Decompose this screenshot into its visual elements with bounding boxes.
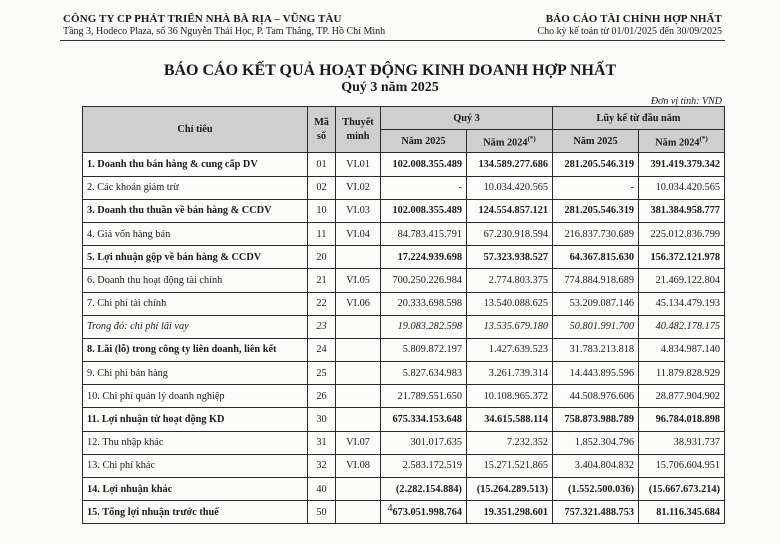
report-type: BÁO CÁO TÀI CHÍNH HỢP NHẤT [545, 13, 722, 25]
cell-q3-2024: 13.535.679.180 [467, 315, 553, 338]
row-indicator: 1. Doanh thu bán hàng & cung cấp DV [83, 153, 308, 176]
header-q3-2024: Năm 2024(*) [467, 130, 553, 153]
row-indicator: 15. Tổng lợi nhuận trước thuế [83, 501, 308, 524]
row-note [336, 478, 381, 501]
cell-ytd-2024: (15.667.673.214) [639, 478, 725, 501]
cell-ytd-2024: 28.877.904.902 [639, 385, 725, 408]
row-indicator: Trong đó: chi phí lãi vay [83, 315, 308, 338]
table-row [83, 153, 725, 176]
table-row [83, 385, 725, 408]
table-row [83, 246, 725, 269]
row-note [336, 362, 381, 385]
cell-q3-2024: (15.264.289.513) [467, 478, 553, 501]
cell-ytd-2025: 758.873.988.789 [553, 408, 639, 431]
cell-q3-2025: 102.008.355.489 [381, 153, 467, 176]
row-indicator: 12. Thu nhập khác [83, 431, 308, 454]
page-number: 4 [387, 503, 393, 514]
cell-q3-2024: 7.232.352 [467, 431, 553, 454]
row-note [336, 315, 381, 338]
table-header-row [83, 107, 725, 130]
cell-ytd-2025: (1.552.500.036) [553, 478, 639, 501]
row-code: 31 [308, 431, 336, 454]
row-indicator: 8. Lãi (lỗ) trong công ty liên doanh, liên kết [83, 338, 308, 361]
row-code: 24 [308, 338, 336, 361]
row-indicator: 5. Lợi nhuận gộp về bán hàng & CCDV [83, 246, 308, 269]
row-indicator: 6. Doanh thu hoạt động tài chính [83, 269, 308, 292]
cell-q3-2025: 84.783.415.791 [381, 222, 467, 245]
cell-q3-2024: 2.774.803.375 [467, 269, 553, 292]
cell-ytd-2024: 4.834.987.140 [639, 338, 725, 361]
header-divider [60, 40, 725, 41]
cell-q3-2025: (2.282.154.884) [381, 478, 467, 501]
table-row [83, 269, 725, 292]
table-row [83, 338, 725, 361]
cell-q3-2025: 675.334.153.648 [381, 408, 467, 431]
table-row [83, 315, 725, 338]
row-code: 11 [308, 222, 336, 245]
currency-unit-note: Đơn vị tính: VND [650, 96, 722, 107]
cell-q3-2025: 102.008.355.489 [381, 199, 467, 222]
cell-ytd-2024: 81.116.345.684 [639, 501, 725, 524]
cell-q3-2024: 34.615.588.114 [467, 408, 553, 431]
cell-ytd-2025: 281.205.546.319 [553, 153, 639, 176]
row-code: 23 [308, 315, 336, 338]
row-note: VI.07 [336, 431, 381, 454]
cell-q3-2025: 673.051.998.764 [381, 501, 467, 524]
row-note: VI.01 [336, 153, 381, 176]
row-note [336, 338, 381, 361]
row-indicator: 3. Doanh thu thuần về bán hàng & CCDV [83, 199, 308, 222]
cell-ytd-2025: 44.508.976.606 [553, 385, 639, 408]
header-quarter-group: Quý 3 [381, 107, 553, 130]
row-code: 10 [308, 199, 336, 222]
cell-q3-2025: 700.250.226.984 [381, 269, 467, 292]
cell-ytd-2024: 10.034.420.565 [639, 176, 725, 199]
row-indicator: 11. Lợi nhuận từ hoạt động KD [83, 408, 308, 431]
report-header [537, 13, 722, 37]
table-row [83, 176, 725, 199]
cell-q3-2025: - [381, 176, 467, 199]
cell-ytd-2024: 381.384.958.777 [639, 199, 725, 222]
row-note: VI.04 [336, 222, 381, 245]
row-note: VI.03 [336, 199, 381, 222]
cell-ytd-2025: 3.404.804.832 [553, 454, 639, 477]
row-note: VI.06 [336, 292, 381, 315]
income-statement-table [82, 106, 725, 524]
cell-q3-2024: 57.323.938.527 [467, 246, 553, 269]
report-title: BÁO CÁO KẾT QUẢ HOẠT ĐỘNG KINH DOANH HỢP NHẤT [163, 62, 617, 79]
table-row [83, 199, 725, 222]
cell-q3-2024: 10.108.965.372 [467, 385, 553, 408]
header-q3-2025: Năm 2025 [381, 130, 467, 153]
cell-ytd-2024: 38.931.737 [639, 431, 725, 454]
cell-ytd-2025: 14.443.895.596 [553, 362, 639, 385]
row-code: 20 [308, 246, 336, 269]
cell-q3-2025: 19.083.282.598 [381, 315, 467, 338]
cell-q3-2025: 2.583.172.519 [381, 454, 467, 477]
table-row [83, 292, 725, 315]
row-code: 22 [308, 292, 336, 315]
table-row [83, 431, 725, 454]
header-ytd-group: Lũy kế từ đầu năm [553, 107, 725, 130]
cell-q3-2024: 3.261.739.314 [467, 362, 553, 385]
row-code: 50 [308, 501, 336, 524]
cell-ytd-2025: 50.801.991.700 [553, 315, 639, 338]
row-indicator: 9. Chi phí bán hàng [83, 362, 308, 385]
row-note: VI.08 [336, 454, 381, 477]
row-indicator: 13. Chi phí khác [83, 454, 308, 477]
row-indicator: 10. Chi phí quản lý doanh nghiệp [83, 385, 308, 408]
header-ytd-2024: Năm 2024(*) [639, 130, 725, 153]
report-subtitle: Quý 3 năm 2025 [341, 80, 439, 95]
table-row [83, 478, 725, 501]
cell-q3-2024: 19.351.298.601 [467, 501, 553, 524]
row-code: 02 [308, 176, 336, 199]
row-note [336, 408, 381, 431]
cell-ytd-2024: 15.706.604.951 [639, 454, 725, 477]
row-indicator: 4. Giá vốn hàng bán [83, 222, 308, 245]
row-code: 26 [308, 385, 336, 408]
row-note: VI.02 [336, 176, 381, 199]
table-row [83, 454, 725, 477]
cell-q3-2025: 5.827.634.983 [381, 362, 467, 385]
cell-ytd-2025: 64.367.815.630 [553, 246, 639, 269]
cell-q3-2025: 20.333.698.598 [381, 292, 467, 315]
row-indicator: 7. Chi phí tài chính [83, 292, 308, 315]
header-indicator: Chỉ tiêu [83, 107, 308, 153]
table-row [83, 362, 725, 385]
row-code: 40 [308, 478, 336, 501]
cell-ytd-2024: 11.879.828.929 [639, 362, 725, 385]
table-row [83, 408, 725, 431]
cell-q3-2024: 134.589.277.686 [467, 153, 553, 176]
cell-ytd-2025: 31.783.213.818 [553, 338, 639, 361]
row-code: 21 [308, 269, 336, 292]
cell-ytd-2024: 225.012.836.799 [639, 222, 725, 245]
cell-q3-2024: 67.230.918.594 [467, 222, 553, 245]
cell-q3-2025: 17.224.939.698 [381, 246, 467, 269]
row-note [336, 246, 381, 269]
row-note: VI.05 [336, 269, 381, 292]
cell-q3-2025: 301.017.635 [381, 431, 467, 454]
row-indicator: 14. Lợi nhuận khác [83, 478, 308, 501]
cell-ytd-2024: 96.784.018.898 [639, 408, 725, 431]
row-indicator: 2. Các khoản giảm trừ [83, 176, 308, 199]
row-code: 25 [308, 362, 336, 385]
table-row [83, 222, 725, 245]
cell-ytd-2024: 21.469.122.804 [639, 269, 725, 292]
cell-ytd-2025: 281.205.546.319 [553, 199, 639, 222]
cell-q3-2024: 124.554.857.121 [467, 199, 553, 222]
report-period-range: Cho kỳ kế toán từ 01/01/2025 đến 30/09/2025 [537, 26, 722, 37]
cell-q3-2025: 5.809.872.197 [381, 338, 467, 361]
cell-ytd-2024: 45.134.479.193 [639, 292, 725, 315]
cell-ytd-2024: 156.372.121.978 [639, 246, 725, 269]
cell-ytd-2024: 40.482.178.175 [639, 315, 725, 338]
row-note [336, 385, 381, 408]
row-code: 01 [308, 153, 336, 176]
company-header [63, 13, 385, 37]
cell-q3-2024: 1.427.639.523 [467, 338, 553, 361]
cell-ytd-2025: 774.884.918.689 [553, 269, 639, 292]
cell-ytd-2025: 53.209.087.146 [553, 292, 639, 315]
cell-q3-2024: 10.034.420.565 [467, 176, 553, 199]
company-name: CÔNG TY CP PHÁT TRIỂN NHÀ BÀ RỊA – VŨNG TÀU [63, 13, 342, 25]
header-ytd-2025: Năm 2025 [553, 130, 639, 153]
cell-q3-2025: 21.789.551.650 [381, 385, 467, 408]
cell-ytd-2025: 1.852.304.796 [553, 431, 639, 454]
company-address: Tầng 3, Hodeco Plaza, số 36 Nguyễn Thái Học, P. Tam Thắng, TP. Hồ Chí Minh [63, 26, 386, 37]
cell-ytd-2025: 757.321.488.753 [553, 501, 639, 524]
header-code: Mã số [308, 107, 336, 153]
header-note: Thuyết minh [336, 107, 381, 153]
cell-q3-2024: 15.271.521.865 [467, 454, 553, 477]
row-code: 30 [308, 408, 336, 431]
cell-ytd-2025: 216.837.730.689 [553, 222, 639, 245]
row-code: 32 [308, 454, 336, 477]
cell-ytd-2024: 391.419.379.342 [639, 153, 725, 176]
cell-q3-2024: 13.540.088.625 [467, 292, 553, 315]
cell-ytd-2025: - [553, 176, 639, 199]
